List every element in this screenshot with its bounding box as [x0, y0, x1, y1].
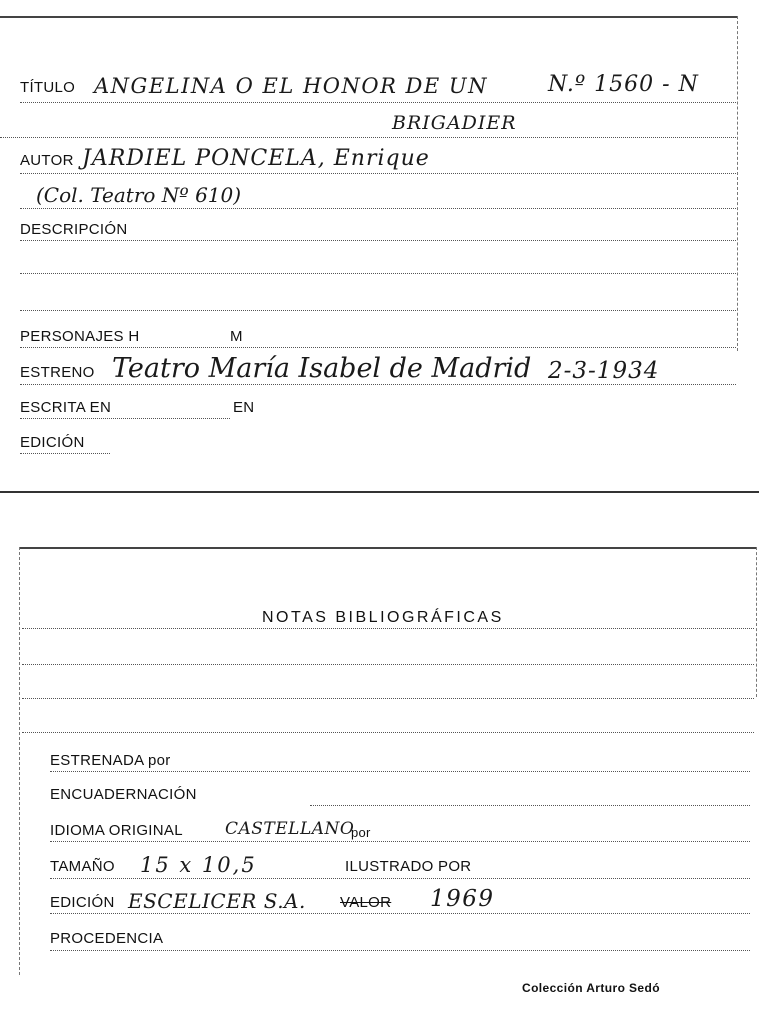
- autor-value-line2: (Col. Teatro Nº 610): [36, 183, 242, 207]
- procedencia-line: [50, 950, 750, 951]
- escrita-label: ESCRITA EN: [20, 399, 112, 416]
- idioma-label: IDIOMA ORIGINAL: [50, 822, 183, 839]
- personajes-m-label: M: [230, 328, 243, 345]
- bottom-card-right-border: [756, 547, 757, 697]
- encuadernacion-line: [310, 805, 750, 806]
- tamano-label: TAMAÑO: [50, 858, 115, 875]
- edicion-bottom-label: EDICIÓN: [50, 894, 115, 911]
- edicion-bottom-line: [50, 913, 750, 914]
- titulo-label: TÍTULO: [20, 79, 76, 96]
- escrita-en-label: EN: [233, 399, 255, 416]
- notas-line2: [22, 664, 754, 665]
- top-card-bottom-border: [0, 491, 759, 493]
- titulo-line2: [0, 137, 736, 138]
- idioma-suffix: por: [351, 825, 371, 840]
- ilustrado-label: ILUSTRADO POR: [345, 858, 472, 875]
- valor-label: VALOR: [340, 894, 392, 911]
- autor-value: JARDIEL PONCELA, Enrique: [82, 146, 430, 171]
- titulo-value-line2: BRIGADIER: [392, 112, 517, 134]
- idioma-value: CASTELLANO: [225, 819, 355, 839]
- estrenada-label: ESTRENADA por: [50, 752, 171, 769]
- descripcion-line1: [20, 240, 736, 241]
- titulo-line: [20, 102, 736, 103]
- personajes-line: [20, 347, 736, 348]
- edicion-line: [20, 453, 110, 454]
- estrenada-line: [50, 771, 750, 772]
- estreno-date: 2-3-1934: [548, 358, 660, 384]
- personajes-label: PERSONAJES H: [20, 328, 140, 345]
- tamano-line: [50, 878, 750, 879]
- escrita-line: [20, 418, 230, 419]
- notas-line4: [22, 732, 754, 733]
- estreno-value: Teatro María Isabel de Madrid: [112, 353, 532, 384]
- descripcion-line2: [20, 273, 736, 274]
- edicion-bottom-value: ESCELICER S.A.: [128, 889, 306, 913]
- procedencia-label: PROCEDENCIA: [50, 930, 164, 947]
- top-card-right-border: [737, 16, 738, 351]
- collection-footer: Colección Arturo Sedó: [522, 981, 660, 995]
- edicion-label: EDICIÓN: [20, 434, 85, 451]
- notas-line1: [22, 628, 754, 629]
- estreno-line: [20, 384, 736, 385]
- bottom-card-left-border: [19, 547, 20, 975]
- autor-label: AUTOR: [20, 152, 74, 169]
- autor-line2: [20, 208, 736, 209]
- titulo-number: N.º 1560 - N: [548, 72, 699, 97]
- notas-heading: NOTAS BIBLIOGRÁFICAS: [262, 609, 504, 626]
- autor-line: [20, 173, 736, 174]
- tamano-value: 15 x 10,5: [140, 853, 257, 877]
- titulo-value: ANGELINA O EL HONOR DE UN: [94, 74, 488, 98]
- top-card-top-border: [0, 16, 738, 18]
- encuadernacion-label: ENCUADERNACIÓN: [50, 786, 197, 803]
- idioma-line: [50, 841, 750, 842]
- edicion-year: 1969: [430, 886, 495, 912]
- descripcion-label: DESCRIPCIÓN: [20, 221, 128, 238]
- bottom-card-top-border: [20, 547, 756, 549]
- estreno-label: ESTRENO: [20, 364, 95, 381]
- notas-line3: [22, 698, 754, 699]
- descripcion-line3: [20, 310, 736, 311]
